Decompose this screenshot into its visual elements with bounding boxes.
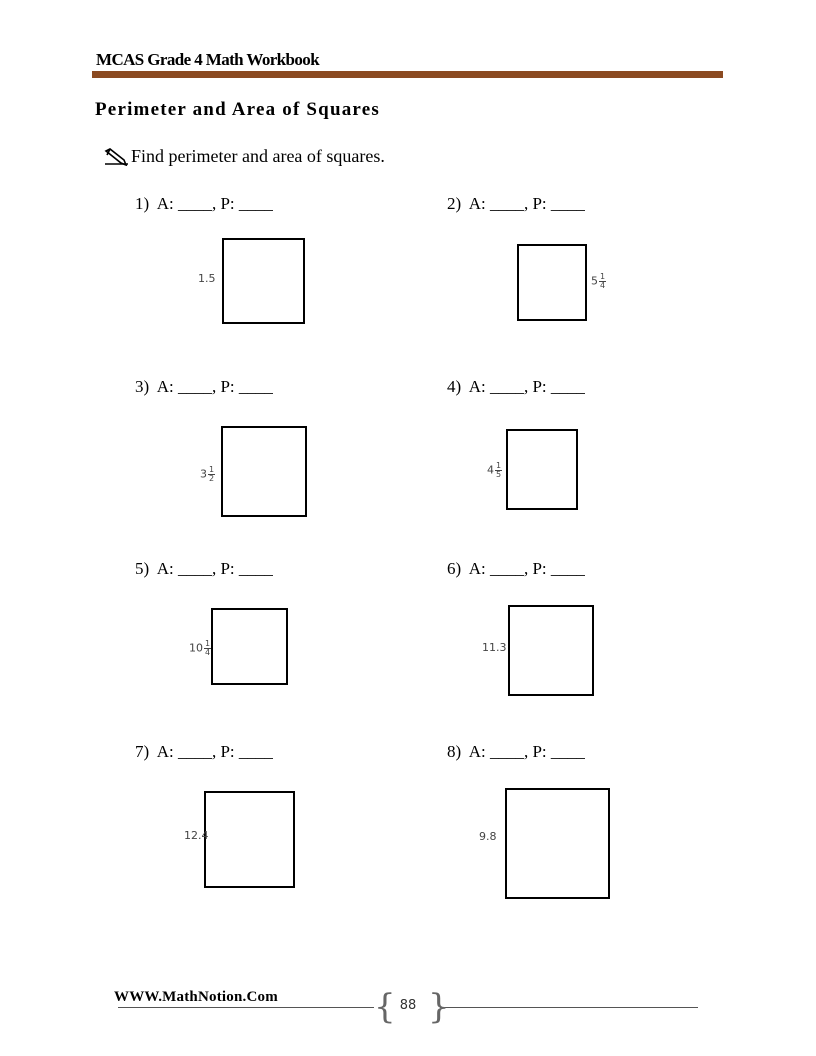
header-rule [92, 71, 723, 78]
problem-4-square [506, 429, 578, 510]
problem-3-side-fraction [208, 466, 215, 483]
problem-3-square [221, 426, 307, 517]
problem-1-square [222, 238, 305, 324]
problem-3-side-den: 2 [209, 474, 215, 483]
problem-4-label: 4) A: ____, P: ____ [447, 377, 585, 396]
problem-5-side-whole: 10 [189, 641, 203, 655]
problem-3-label: 3) A: ____, P: ____ [135, 377, 273, 396]
problem-5-side-num: 1 [205, 639, 211, 648]
problem-2-label: 2) A: ____, P: ____ [447, 194, 585, 213]
header-title: MCAS Grade 4 Math Workbook [96, 50, 320, 69]
problem-1-label: 1) A: ____, P: ____ [135, 194, 273, 213]
problem-2-side-num: 1 [600, 272, 606, 281]
problem-6-square [508, 605, 594, 696]
problem-5-side-den: 4 [205, 648, 211, 657]
problem-7-side: 12.4 [184, 829, 209, 842]
instruction [104, 146, 385, 167]
problem-8-label: 8) A: ____, P: ____ [447, 742, 585, 761]
problem-2-side-fraction [599, 273, 606, 290]
problem-4-side-den: 5 [496, 470, 502, 479]
problem-5-side-fraction [204, 640, 211, 657]
problem-4-side-fraction [495, 462, 502, 479]
problem-2-side-whole: 5 [591, 274, 598, 288]
problem-1-side: 1.5 [198, 272, 216, 285]
problem-6-side: 11.3 [482, 641, 507, 654]
pencil-icon [104, 148, 130, 166]
problem-6-label: 6) A: ____, P: ____ [447, 559, 585, 578]
problem-5-side [189, 640, 211, 657]
problem-7-square [204, 791, 295, 888]
problem-8-square [505, 788, 610, 899]
right-brace-icon: } [428, 987, 450, 1027]
problem-2-side [591, 273, 606, 290]
problem-8-side: 9.8 [479, 830, 497, 843]
problem-2-side-den: 4 [600, 281, 606, 290]
footer-url: WWW.MathNotion.Com [114, 989, 278, 1005]
problem-3-side-whole: 3 [200, 467, 207, 481]
problem-5-square [211, 608, 288, 685]
problem-5-label: 5) A: ____, P: ____ [135, 559, 273, 578]
footer-rule-left [118, 1007, 374, 1008]
left-brace-icon: { [374, 987, 396, 1027]
problem-4-side [487, 462, 502, 479]
footer-rule-right [440, 1007, 698, 1008]
section-title: Perimeter and Area of Squares [95, 99, 380, 120]
problem-2-square [517, 244, 587, 321]
problem-3-side-num: 1 [209, 465, 215, 474]
instruction-text: Find perimeter and area of squares. [131, 146, 385, 166]
problem-7-label: 7) A: ____, P: ____ [135, 742, 273, 761]
problem-4-side-whole: 4 [487, 463, 494, 477]
problem-3-side [200, 466, 215, 483]
page-number: 88 [399, 998, 417, 1013]
problem-4-side-num: 1 [496, 461, 502, 470]
